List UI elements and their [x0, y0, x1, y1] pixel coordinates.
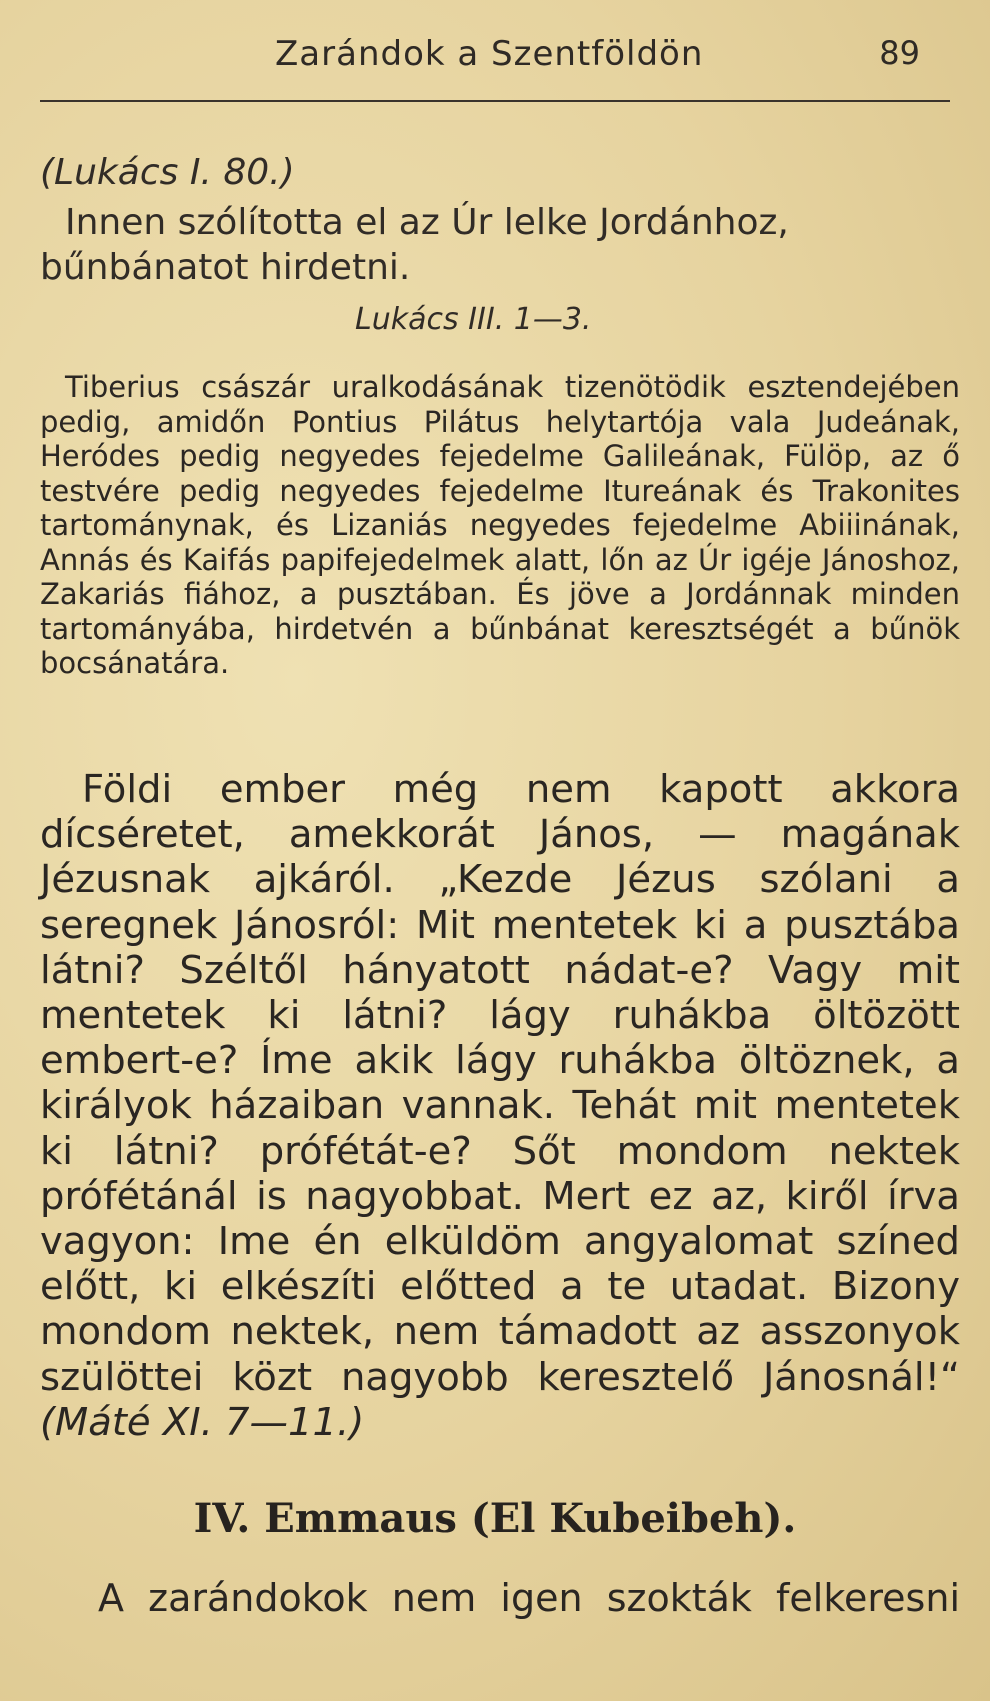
section-first-line: A zarándokok nem igen szokták felkeresni	[98, 1576, 960, 1620]
scripture-quote-paragraph	[40, 370, 960, 681]
scripture-quote-text: Tiberius császár uralkodásának tizenötödik esztendejében pedig, amidőn Pontius Pilátus helytartója vala Judeának, Heródes pedig negyedes fejedelme Galileának, Fülöp, az ő testvére pedig negyedes fejedelme Itureának és Trakonites tartománynak, és Lizaniás negyedes fejedelme Abiiinának, Annás és Kaifás papifejedelmek alatt, lőn az Úr igéje Jánoshoz, Zakariás fiához, a pusztában. És jöve a Jordánnak minden tartományába, hirdetvén a bűnbánat keresztségét a bűnök bocsánatára.	[40, 370, 960, 680]
reference-luke-3-1-3: Lukács III. 1—3.	[355, 302, 592, 337]
intro-line-1: Innen szólította el az Úr lelke Jordánhoz,	[65, 202, 789, 243]
body-paragraph-text: Földi ember még nem kapott akkora dícséretet, amekkorát János, — magának Jézusnak ajkáról. „Kezde Jézus szólani a seregnek Jánosról: Mit mentetek ki a pusztába látni? Széltől hányatott nádat-e? Vagy mit mentetek ki látni? lágy ruhákba öltözött embert-e? Íme akik lágy ruhákba öltöznek, a királyok házaiban vannak. Tehát mit mentetek ki látni? prófétát-e? Sőt mondom nektek prófétánál is nagyobbat. Mert ez az, kiről írva vagyon: Ime én elküldöm angyalomat színed előtt, ki elkészíti előtted a te utadat. Bizony mondom nektek, nem támadott az asszonyok szülöttei közt nagyobb keresztelő Jánosnál!“	[40, 767, 960, 1400]
header-title: Zarándok a Szentföldön	[275, 34, 704, 74]
reference-matthew-11: (Máté XI. 7—11.)	[40, 1399, 365, 1445]
body-paragraph	[40, 767, 960, 1445]
intro-paragraph	[40, 200, 960, 290]
page-number: 89	[879, 34, 920, 72]
intro-line-2: bűnbánatot hirdetni.	[40, 247, 411, 288]
section-heading: IV. Emmaus (El Kubeibeh).	[193, 1495, 797, 1542]
running-header	[40, 30, 950, 102]
reference-luke-1-80: (Lukács I. 80.)	[40, 152, 295, 193]
